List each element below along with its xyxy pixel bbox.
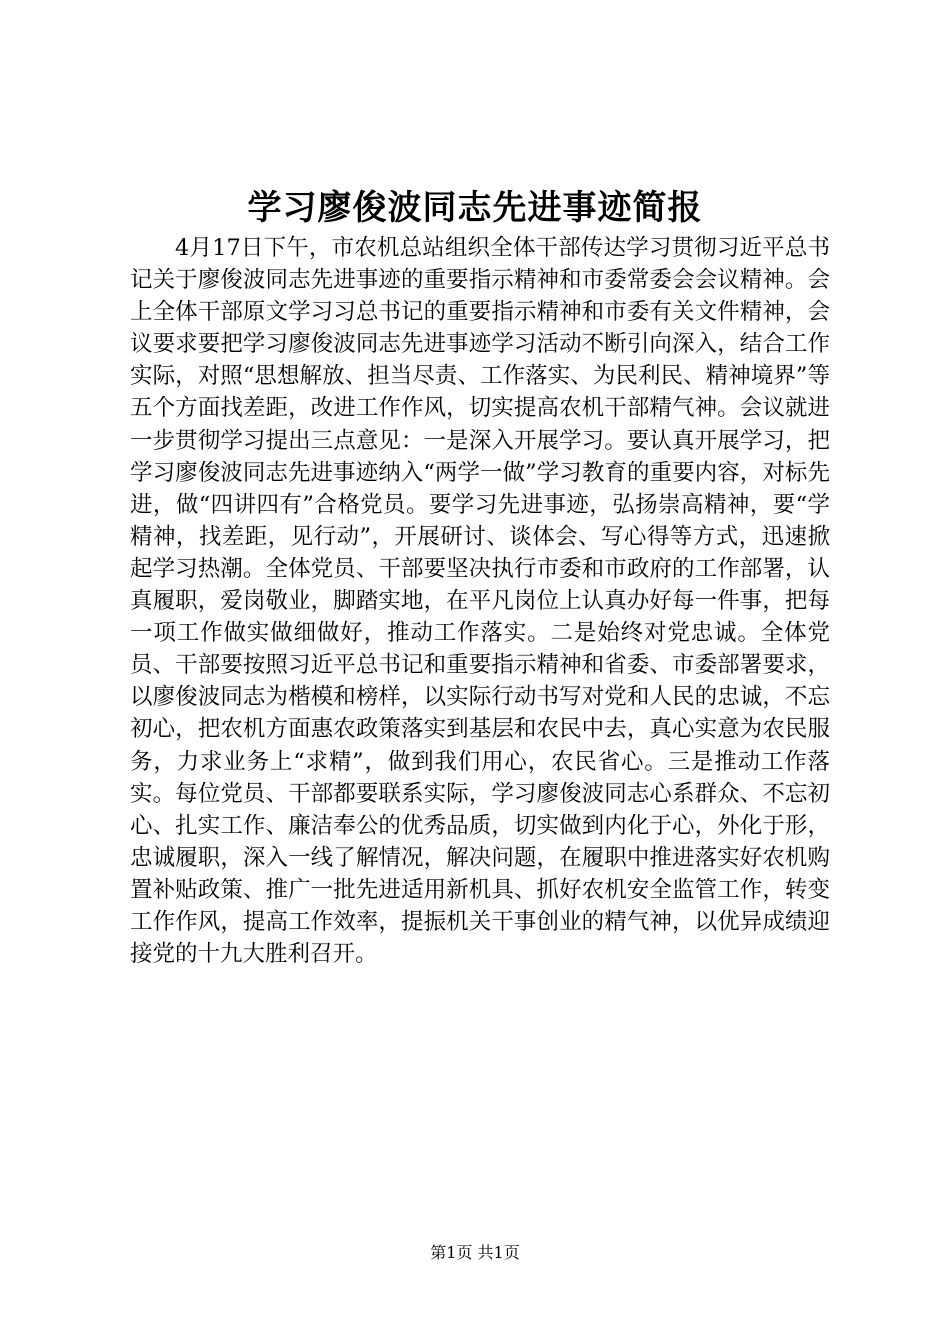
page-footer: 第1页 共1页	[430, 1243, 520, 1262]
document-body: 4月17日下午，市农机总站组织全体干部传达学习贯彻习近平总书记关于廖俊波同志先进事迹的重要指示精神和市委常委会会议精神。会上全体干部原文学习习总书记的重要指示精神和市委有关文件精神，会议要求要把学习廖俊波同志先进事迹学习活动不断引向深入，结合工作实际，对照“思想解放、担当尽责、工作落实、为民利民、精神境界”等五个方面找差距，改进工作作风，切实提高农机干部精气神。会议就进一步贯彻学习提出三点意见：一是深入开展学习。要认真开展学习，把学习廖俊波同志先进事迹纳入“两学一做”学习教育的重要内容，对标先进，做“四讲四有”合格党员。要学习先进事迹，弘扬崇高精神，要“学精神，找差距，见行动”，开展研讨、谈体会、写心得等方式，迅速掀起学习热潮。全体党员、干部要坚决执行市委和市政府的工作部署，认真履职，爱岗敬业，脚踏实地，在平凡岗位上认真办好每一件事，把每一项工作做实做细做好，推动工作落实。二是始终对党忠诚。全体党员、干部要按照习近平总书记和重要指示精神和省委、市委部署要求，以廖俊波同志为楷模和榜样，以实际行动书写对党和人民的忠诚，不忘初心，把农机方面惠农政策落实到基层和农民中去，真心实意为农民服务，力求业务上“求精”，做到我们用心，农民省心。三是推动工作落实。每位党员、干部都要联系实际，学习廖俊波同志心系群众、不忘初心、扎实工作、廉洁奉公的优秀品质，切实做到内化于心，外化于形，忠诚履职，深入一线了解情况，解决问题，在履职中推进落实好农机购置补贴政策、推广一批先进适用新机具、抓好农机安全监管工作，转变工作作风，提高工作效率，提振机关干事创业的精气神，以优异成绩迎接党的十九大胜利召开。	[130, 235, 830, 968]
document-title: 学习廖俊波同志先进事迹简报	[247, 188, 703, 228]
